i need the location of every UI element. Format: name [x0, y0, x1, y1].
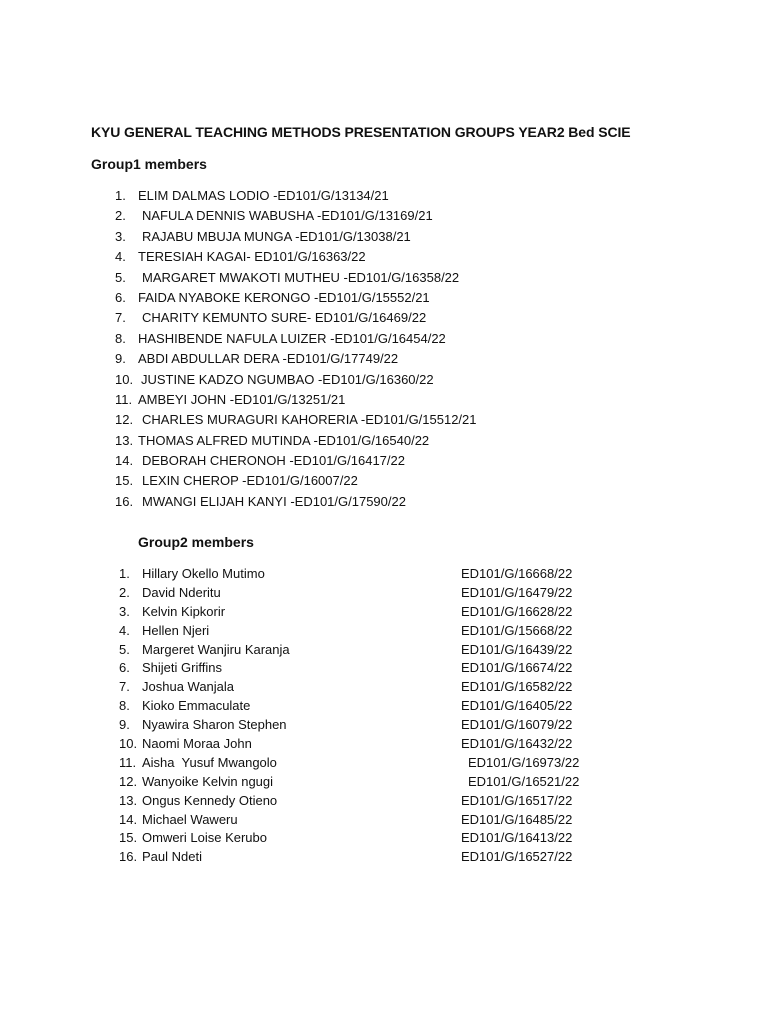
registration-number: ED101/G/16479/22	[461, 584, 573, 600]
item-number: 8.	[115, 330, 126, 346]
item-number: 14.	[119, 811, 138, 827]
item-number: 14.	[115, 453, 134, 469]
list-item	[119, 755, 599, 774]
member-name: Hillary Okello Mutimo	[142, 566, 265, 581]
member-entry: FAIDA NYABOKE KERONGO -ED101/G/15552/21	[138, 289, 430, 305]
registration-number: ED101/G/16521/22	[468, 773, 580, 789]
registration-number: ED101/G/16582/22	[461, 679, 573, 695]
registration-number: ED101/G/16079/22	[461, 717, 573, 733]
item-number: 9.	[119, 717, 130, 733]
member-entry: DEBORAH CHERONOH -ED101/G/16417/22	[142, 453, 405, 469]
item-number: 1.	[115, 188, 126, 203]
registration-number: ED101/G/16668/22	[461, 566, 573, 581]
item-number: 5.	[115, 269, 126, 285]
member-name: Naomi Moraa John	[142, 736, 252, 752]
item-number: 3.	[115, 228, 126, 244]
item-number: 10.	[119, 736, 138, 752]
member-entry: RAJABU MBUJA MUNGA -ED101/G/13038/21	[142, 228, 411, 244]
member-entry: JUSTINE KADZO NGUMBAO -ED101/G/16360/22	[141, 371, 434, 387]
item-number: 7.	[115, 310, 126, 326]
registration-number: ED101/G/16628/22	[461, 603, 573, 619]
list-item	[115, 493, 406, 514]
member-name: David Nderitu	[142, 584, 221, 600]
item-number: 13.	[119, 792, 138, 808]
item-number: 4.	[119, 622, 130, 638]
list-item	[115, 188, 389, 208]
list-item	[119, 717, 599, 736]
member-name: Wanyoike Kelvin ngugi	[142, 773, 274, 789]
member-entry: ABDI ABDULLAR DERA -ED101/G/17749/22	[138, 351, 399, 367]
member-name: Michael Waweru	[142, 811, 238, 827]
member-entry: HASHIBENDE NAFULA LUIZER -ED101/G/16454/22	[138, 330, 446, 346]
list-item	[115, 228, 411, 249]
registration-number: ED101/G/16517/22	[461, 792, 573, 808]
member-name: Omweri Loise Kerubo	[142, 830, 267, 846]
list-item	[119, 774, 599, 793]
member-name: Margeret Wanjiru Karanja	[142, 641, 290, 657]
registration-number: ED101/G/16439/22	[461, 641, 573, 657]
item-number: 12.	[115, 412, 134, 428]
member-name: Shijeti Griffins	[142, 660, 222, 676]
registration-number: ED101/G/16432/22	[461, 736, 573, 752]
member-name: Ongus Kennedy Otieno	[142, 792, 278, 808]
item-number: 6.	[115, 289, 126, 305]
list-item	[115, 453, 405, 473]
list-item	[119, 830, 599, 849]
list-item	[119, 793, 599, 812]
member-entry: NAFULA DENNIS WABUSHA -ED101/G/13169/21	[142, 208, 433, 224]
list-item	[115, 310, 427, 330]
item-number: 2.	[115, 208, 126, 224]
list-item	[115, 412, 477, 432]
member-entry: CHARITY KEMUNTO SURE- ED101/G/16469/22	[142, 310, 427, 326]
item-number: 9.	[115, 351, 126, 367]
member-name: Kelvin Kipkorir	[142, 603, 226, 619]
list-item	[119, 849, 599, 868]
item-number: 13.	[115, 432, 134, 448]
member-name: Nyawira Sharon Stephen	[142, 717, 287, 733]
list-item	[115, 330, 446, 351]
item-number: 16.	[119, 849, 138, 865]
item-number: 3.	[119, 603, 130, 619]
group1-heading: Group1 members	[91, 156, 207, 172]
member-entry: MWANGI ELIJAH KANYI -ED101/G/17590/22	[142, 493, 406, 509]
item-number: 4.	[115, 249, 126, 265]
item-number: 12.	[119, 773, 138, 789]
member-entry: THOMAS ALFRED MUTINDA -ED101/G/16540/22	[138, 432, 430, 448]
list-item	[115, 208, 433, 228]
group1-member-list	[115, 188, 477, 514]
item-number: 15.	[119, 830, 138, 846]
member-name: Paul Ndeti	[142, 849, 202, 865]
member-entry: ELIM DALMAS LODIO -ED101/G/13134/21	[138, 188, 389, 203]
item-number: 11.	[119, 754, 137, 770]
item-number: 8.	[119, 698, 130, 714]
registration-number: ED101/G/16405/22	[461, 698, 573, 714]
member-name: Joshua Wanjala	[142, 679, 235, 695]
list-item	[119, 698, 599, 717]
member-entry: CHARLES MURAGURI KAHORERIA -ED101/G/15512/21	[142, 412, 477, 428]
list-item	[119, 660, 599, 679]
list-item	[115, 289, 430, 310]
registration-number: ED101/G/16674/22	[461, 660, 573, 676]
list-item	[119, 585, 599, 604]
member-name: Aisha Yusuf Mwangolo	[142, 754, 277, 770]
registration-number: ED101/G/16413/22	[461, 830, 573, 846]
member-entry: LEXIN CHEROP -ED101/G/16007/22	[142, 473, 358, 489]
list-item	[119, 604, 599, 623]
list-item	[115, 432, 430, 453]
item-number: 16.	[115, 493, 134, 509]
item-number: 6.	[119, 660, 130, 676]
registration-number: ED101/G/16973/22	[468, 754, 580, 770]
list-item	[119, 566, 599, 585]
list-item	[115, 351, 399, 371]
item-number: 1.	[119, 566, 130, 581]
item-number: 11.	[115, 391, 133, 407]
list-item	[119, 736, 599, 755]
group2-heading: Group2 members	[138, 534, 254, 550]
registration-number: ED101/G/16527/22	[461, 849, 573, 865]
item-number: 10.	[115, 371, 134, 387]
item-number: 7.	[119, 679, 130, 695]
document-title: KYU GENERAL TEACHING METHODS PRESENTATION GROUPS YEAR2 Bed SCIE	[91, 124, 631, 140]
list-item	[119, 642, 599, 661]
item-number: 2.	[119, 584, 130, 600]
item-number: 15.	[115, 473, 134, 489]
member-entry: TERESIAH KAGAI- ED101/G/16363/22	[138, 249, 366, 265]
list-item	[115, 371, 434, 392]
member-name: Hellen Njeri	[142, 622, 210, 638]
member-entry: AMBEYI JOHN -ED101/G/13251/21	[138, 391, 346, 407]
item-number: 5.	[119, 641, 130, 657]
list-item	[119, 623, 599, 642]
member-name: Kioko Emmaculate	[142, 698, 251, 714]
list-item	[115, 473, 358, 493]
registration-number: ED101/G/16485/22	[461, 811, 573, 827]
list-item	[115, 391, 346, 412]
list-item	[115, 269, 460, 290]
registration-number: ED101/G/15668/22	[461, 622, 573, 638]
list-item	[119, 679, 599, 698]
list-item	[119, 812, 599, 831]
member-entry: MARGARET MWAKOTI MUTHEU -ED101/G/16358/22	[142, 269, 460, 285]
group2-member-list	[119, 566, 599, 868]
list-item	[115, 249, 366, 269]
